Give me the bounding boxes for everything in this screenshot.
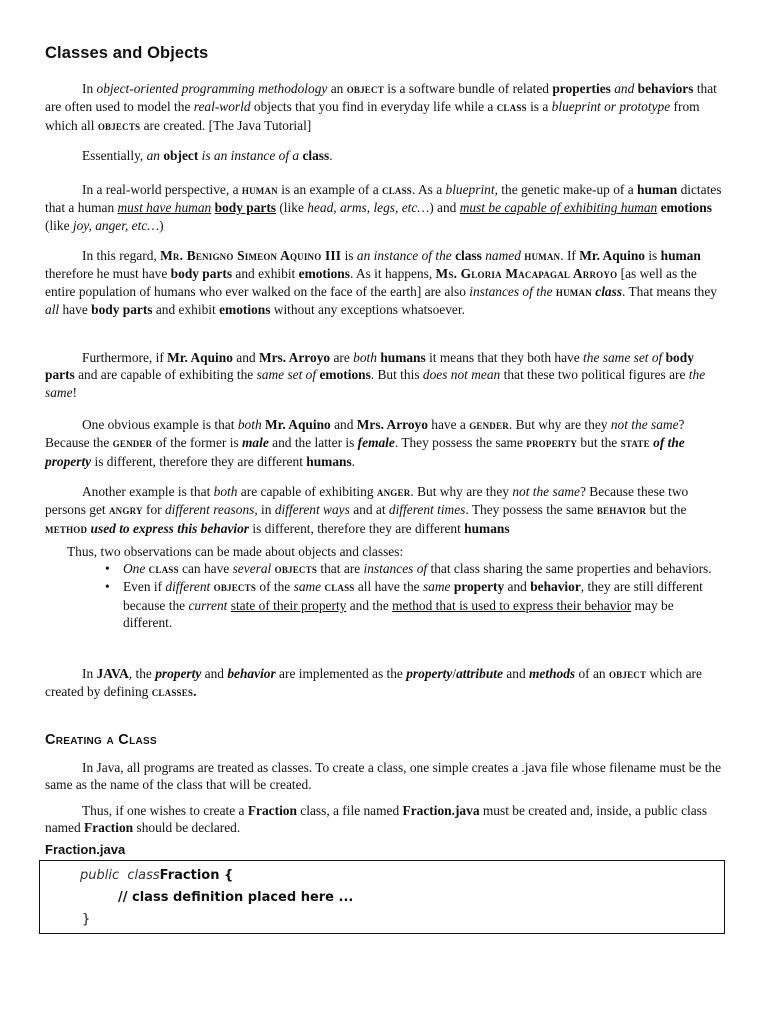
code-block (39, 860, 725, 934)
paragraph-furthermore: Furthermore, if Mr. Aquino and Mrs. Arroyo are both humans it means that they both have the same set of body parts and are capable of exhibiting the same set of emotions. But this does not mean that these two political figures are the same! (45, 350, 706, 400)
paragraph-observations: Thus, two observations can be made about objects and classes: (67, 544, 404, 559)
paragraph-java: In JAVA, the property and behavior are implemented as the property/attribute and methods of an object which are created by defining classes. (45, 666, 702, 700)
section-title: Creating a Class (45, 732, 157, 748)
paragraph-java-classes: In Java, all programs are treated as classes. To create a class, one simple creates a .java file whose filename must be the same as the name of the class that will be created. (45, 760, 722, 793)
page-title: Classes and Objects (45, 44, 209, 62)
code-line-close: } (82, 912, 91, 927)
paragraph-essentially: Essentially, an object is an instance of a class. (82, 148, 333, 163)
paragraph-instance: In this regard, Mr. Benigno Simeon Aquino III is an instance of the class named human. If Mr. Aquino is human therefore he must have body parts and exhibit emotions. As it happens, Ms. Gloria Macapagal Arroyo [as well as the entire population of humans who ever walked on the face of the earth] are also instances of the human class. That means they all have body parts and exhibit emotions without any exceptions whatsoever. (45, 248, 717, 318)
code-line-declaration: public classFraction { (80, 868, 234, 883)
paragraph-gender-example: One obvious example is that both Mr. Aquino and Mrs. Arroyo have a gender. But why are they not the same? Because the gender of the former is male and the latter is female. They possess the same property but the state of the property is different, therefore they are different humans. (45, 417, 685, 469)
paragraph-fraction: Thus, if one wishes to create a Fraction class, a file named Fraction.java must be created and, inside, a public class named Fraction should be declared. (45, 803, 708, 836)
file-label: Fraction.java (45, 842, 126, 857)
list-item: • One class can have several objects that are instances of that class sharing the same properties and behaviors. (105, 560, 725, 578)
code-line-comment: // class definition placed here ... (118, 890, 354, 905)
paragraph-anger-example: Another example is that both are capable of exhibiting anger. But why are they not the same? Because these two persons get angry for different reasons, in different ways and at different times. They possess the same behavior but the method used to express this behavior is different, therefore they are different humans (45, 484, 689, 536)
paragraph-definition: In object-oriented programming methodology an object is a software bundle of related properties and behaviors that are often used to model the real-world objects that you find in everyday life while a class is a blueprint or prototype from which all objects are created. [The Java Tutorial] (45, 81, 717, 133)
observations-list (105, 560, 725, 632)
list-item: • Even if different objects of the same class all have the same property and behavior, they are still different because the current state of their property and the method that is used to express their behavior may be different. (105, 578, 725, 631)
paragraph-real-world: In a real-world perspective, a human is an example of a class. As a blueprint, the genetic make-up of a human dictates that a human must have human body parts (like head, arms, legs, etc…) and must be capable of exhibiting human emotions (like joy, anger, etc…) (45, 182, 722, 233)
